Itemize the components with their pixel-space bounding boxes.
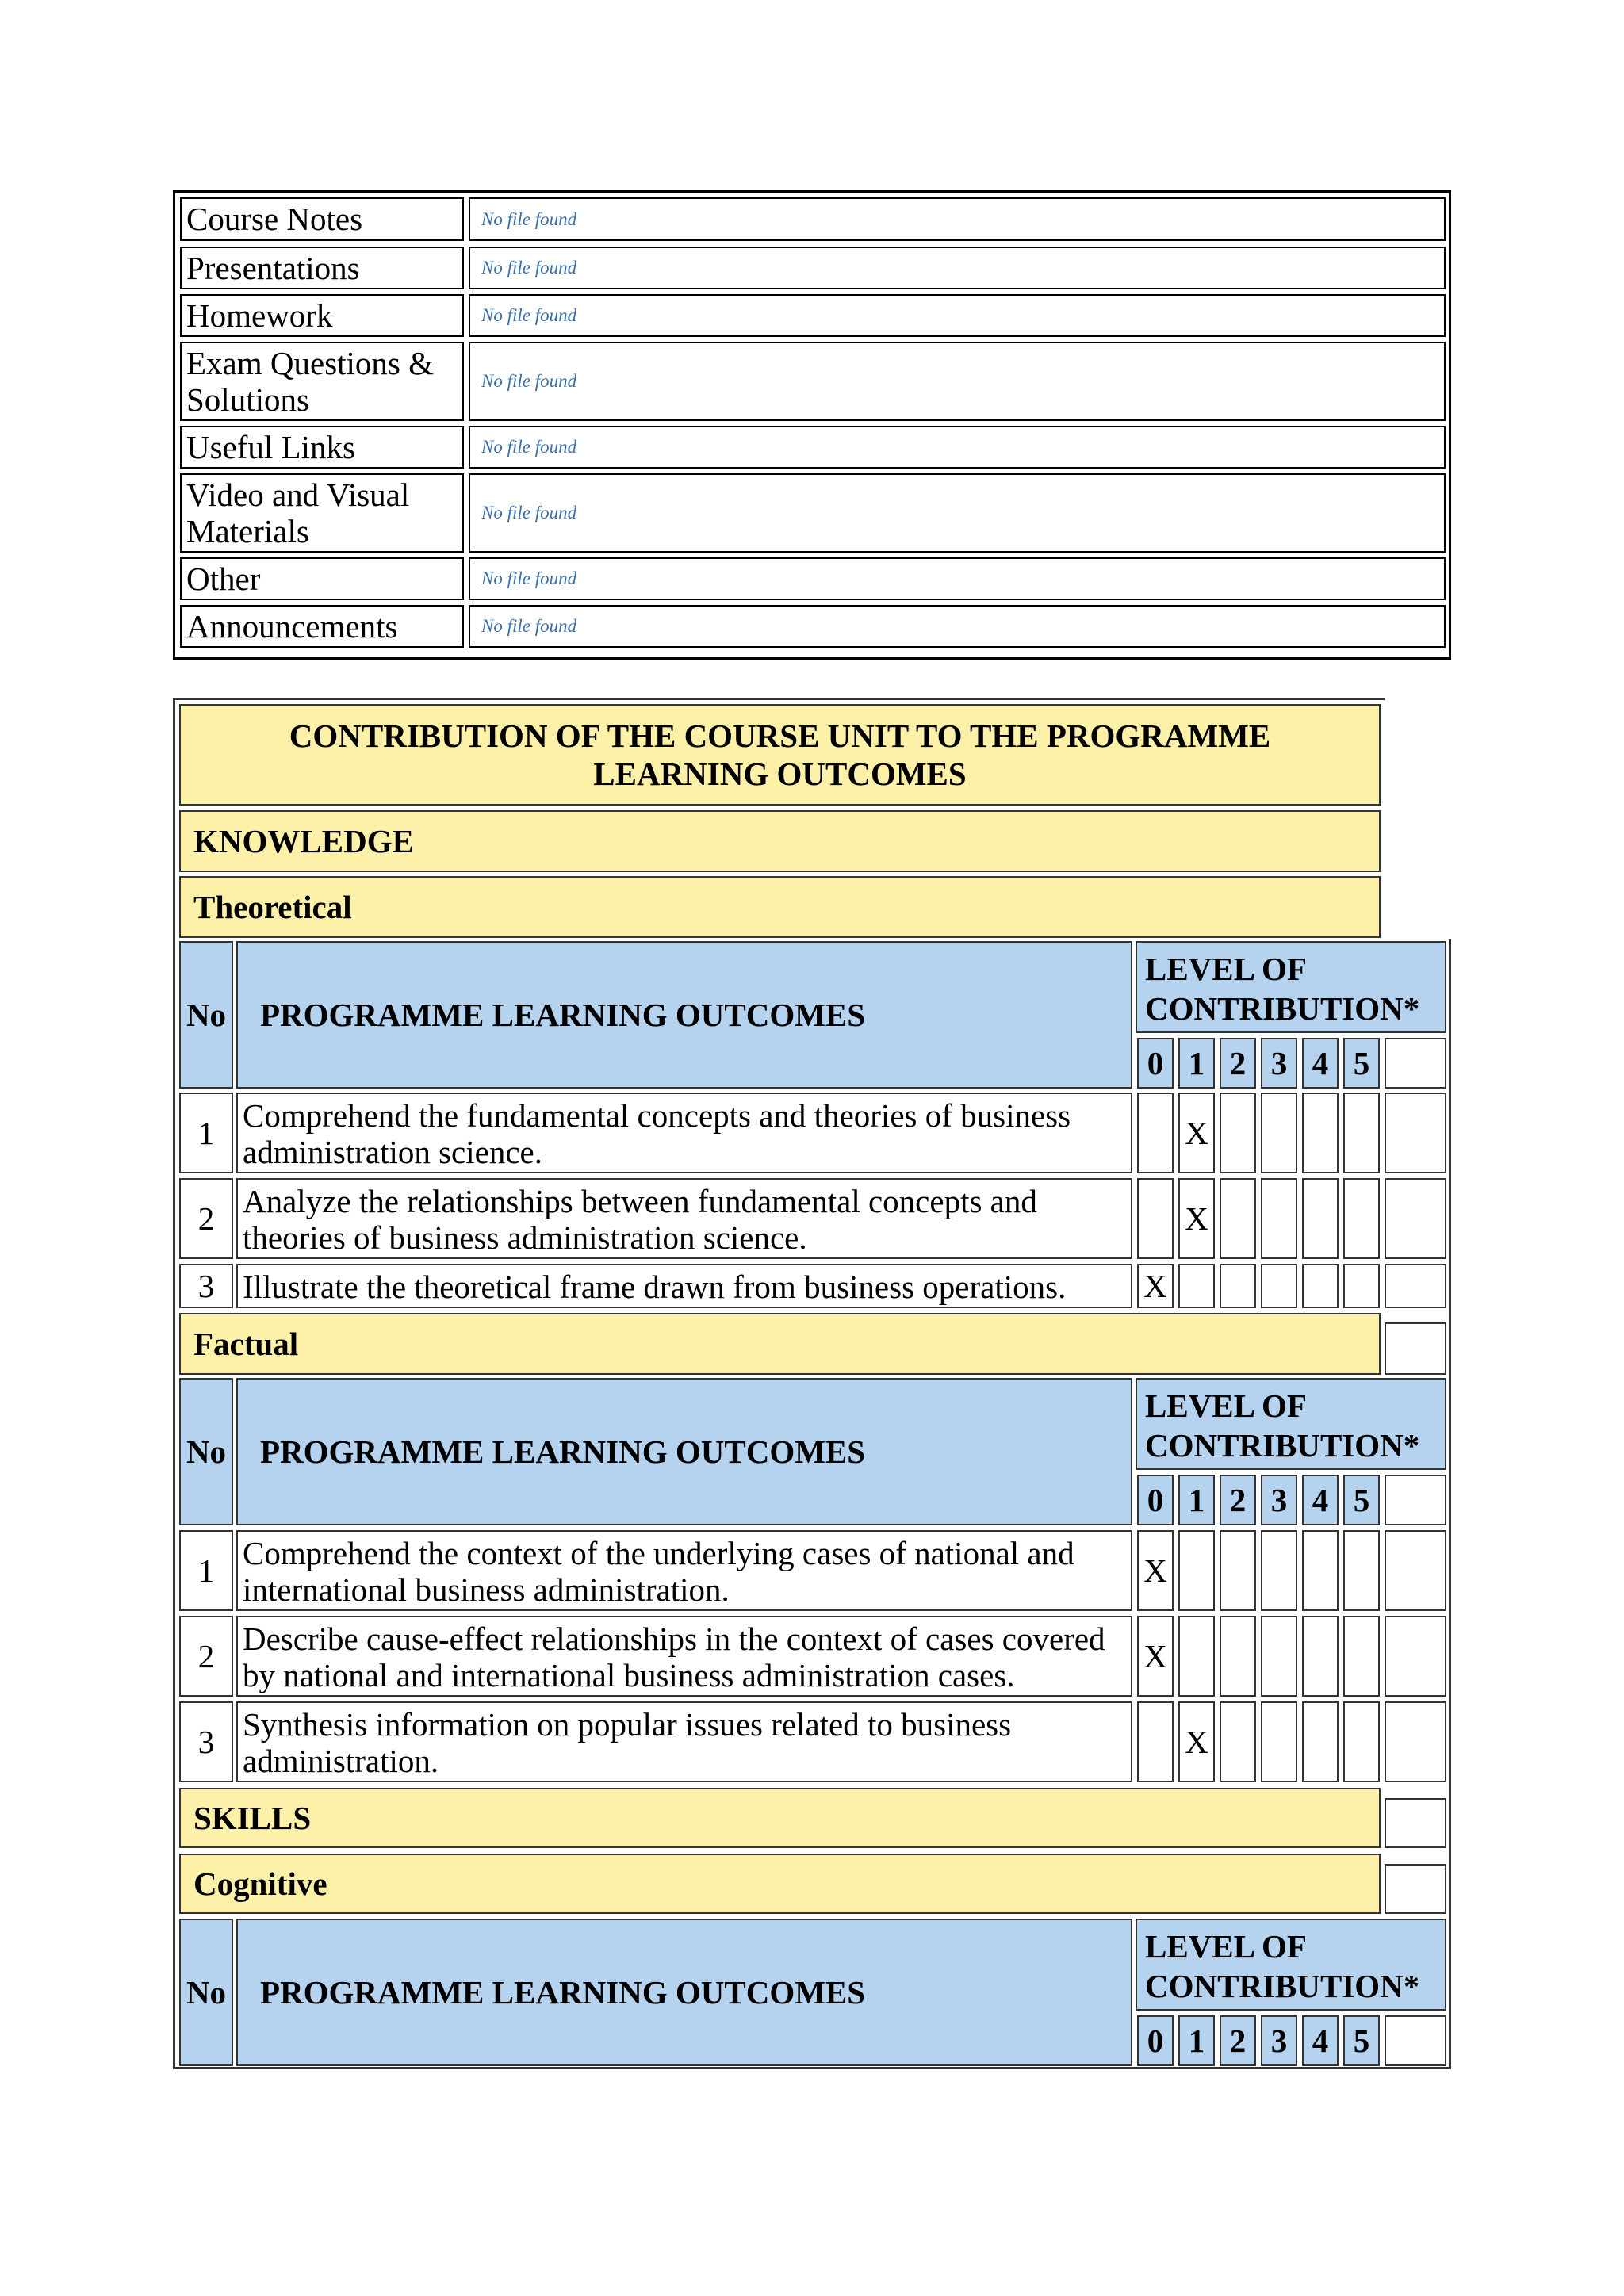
outcomes-column-header (236, 1378, 1132, 1525)
level-of-contribution-header-text: LEVEL OF CONTRIBUTION* (1145, 1387, 1420, 1464)
level-header-number: 3 (1270, 1482, 1288, 1518)
outcome-number: 3 (197, 1724, 215, 1760)
resource-label-text: Video and Visual Materials (186, 476, 410, 549)
empty-cell (1385, 1798, 1446, 1848)
outcome-text-cell (236, 1616, 1132, 1697)
outcome-number-cell (179, 1264, 233, 1308)
resource-label-text: Presentations (186, 250, 360, 286)
level-cell (1178, 1701, 1215, 1782)
level-mark: X (1185, 1724, 1208, 1760)
level-header-cell (1302, 2015, 1339, 2066)
level-cell (1302, 1178, 1339, 1259)
level-cell (1137, 1701, 1174, 1782)
factual-heading (179, 1313, 1381, 1375)
outcome-text: Describe cause-effect relationships in the context of cases covered by national and international business administration cases. (243, 1621, 1105, 1693)
no-column-header-text: No (186, 1974, 227, 2011)
no-column-header (179, 1378, 233, 1525)
empty-cell (1385, 1701, 1446, 1782)
no-column-header (179, 941, 233, 1089)
level-cell (1261, 1530, 1297, 1611)
level-cell (1343, 1701, 1380, 1782)
level-cell (1220, 1701, 1256, 1782)
outcome-text: Synthesis information on popular issues related to business administration. (243, 1706, 1012, 1779)
level-of-contribution-header (1136, 1919, 1446, 2011)
outcome-text: Comprehend the context of the underlying cases of national and international business administration. (243, 1535, 1074, 1608)
resource-label (180, 605, 464, 648)
resource-label (180, 294, 464, 337)
outcome-text-cell (236, 1093, 1132, 1173)
outcome-number: 1 (197, 1552, 215, 1589)
level-cell (1178, 1178, 1215, 1259)
level-header-cell (1137, 1475, 1174, 1525)
resource-row (180, 342, 1446, 421)
no-column-header-text: No (186, 1433, 227, 1470)
outcome-number-cell (179, 1093, 233, 1173)
level-header-cell (1261, 1038, 1297, 1089)
cognitive-heading-text: Cognitive (193, 1866, 327, 1902)
resource-file-status-text: No file found (481, 437, 577, 457)
outcome-text: Illustrate the theoretical frame drawn from business operations. (243, 1269, 1067, 1305)
resource-label-text: Other (186, 561, 261, 597)
level-cell (1302, 1701, 1339, 1782)
resource-file-status-text: No file found (481, 371, 577, 391)
level-header-number: 2 (1229, 1045, 1247, 1081)
level-cell (1261, 1093, 1297, 1173)
resource-row (180, 426, 1446, 469)
level-mark: X (1185, 1115, 1208, 1151)
level-header-number: 1 (1188, 1482, 1205, 1518)
level-header-cell (1302, 1475, 1339, 1525)
resource-row (180, 294, 1446, 337)
level-cell (1261, 1616, 1297, 1697)
level-header-number: 3 (1270, 1045, 1288, 1081)
level-header-number: 1 (1188, 2022, 1205, 2059)
resource-file-status-text: No file found (481, 258, 577, 277)
level-header-number: 4 (1312, 2022, 1329, 2059)
level-header-cell (1343, 2015, 1380, 2066)
level-cell (1302, 1093, 1339, 1173)
outcome-number: 2 (197, 1200, 215, 1237)
outcome-number: 3 (197, 1268, 215, 1304)
level-header-number: 4 (1312, 1045, 1329, 1081)
level-header-number: 0 (1147, 2022, 1164, 2059)
contribution-title-text: CONTRIBUTION OF THE COURSE UNIT TO THE PROGRAMME LEARNING OUTCOMES (289, 718, 1271, 792)
level-of-contribution-header-text: LEVEL OF CONTRIBUTION* (1145, 1928, 1420, 2004)
level-header-cell (1343, 1038, 1380, 1089)
resource-row (180, 247, 1446, 289)
level-header-number: 5 (1353, 2022, 1370, 2059)
outcome-text: Analyze the relationships between fundamental concepts and theories of business administration science. (243, 1183, 1037, 1256)
level-of-contribution-header (1136, 941, 1446, 1033)
outcomes-column-header-text: PROGRAMME LEARNING OUTCOMES (260, 997, 866, 1033)
outcome-number-cell (179, 1616, 233, 1697)
level-header-number: 0 (1147, 1482, 1164, 1518)
resource-label-text: Useful Links (186, 429, 355, 465)
resource-file-status-text: No file found (481, 305, 577, 325)
level-cell (1137, 1178, 1174, 1259)
level-header-number: 4 (1312, 1482, 1329, 1518)
level-header-cell (1343, 1475, 1380, 1525)
level-cell (1178, 1616, 1215, 1697)
outcome-text-cell (236, 1264, 1132, 1308)
no-column-header (179, 1919, 233, 2066)
level-cell (1137, 1093, 1174, 1173)
level-cell (1178, 1093, 1215, 1173)
level-cell (1302, 1264, 1339, 1308)
cognitive-heading (179, 1854, 1381, 1914)
level-header-cell (1261, 2015, 1297, 2066)
level-cell (1220, 1264, 1256, 1308)
outcome-text-cell (236, 1701, 1132, 1782)
level-header-cell (1220, 1038, 1256, 1089)
level-cell (1178, 1530, 1215, 1611)
level-cell (1178, 1264, 1215, 1308)
resource-file-status (469, 197, 1446, 241)
level-header-number: 2 (1229, 1482, 1247, 1518)
no-column-header-text: No (186, 997, 227, 1033)
level-cell (1302, 1530, 1339, 1611)
skills-heading-text: SKILLS (193, 1800, 312, 1836)
resources-table (173, 190, 1451, 660)
level-header-cell (1220, 1475, 1256, 1525)
empty-cell (1385, 2015, 1446, 2066)
outcome-number: 2 (197, 1638, 215, 1674)
resource-label (180, 342, 464, 421)
level-cell (1302, 1616, 1339, 1697)
resource-row (180, 557, 1446, 600)
resource-label (180, 557, 464, 600)
empty-cell (1385, 1864, 1446, 1914)
outcome-text: Comprehend the fundamental concepts and theories of business administration science. (243, 1097, 1071, 1170)
level-header-number: 2 (1229, 2022, 1247, 2059)
level-of-contribution-header (1136, 1378, 1446, 1470)
level-mark: X (1185, 1200, 1208, 1237)
level-cell (1343, 1264, 1380, 1308)
level-header-cell (1178, 1038, 1215, 1089)
level-header-cell (1302, 1038, 1339, 1089)
level-cell (1261, 1264, 1297, 1308)
resource-file-status-text: No file found (481, 209, 577, 229)
level-header-cell (1178, 1475, 1215, 1525)
empty-cell (1385, 1264, 1446, 1308)
level-header-cell (1220, 2015, 1256, 2066)
level-header-number: 3 (1270, 2022, 1288, 2059)
theoretical-heading (179, 876, 1381, 938)
theoretical-heading-text: Theoretical (193, 889, 352, 925)
level-header-number: 5 (1353, 1045, 1370, 1081)
empty-cell (1385, 1038, 1446, 1089)
resource-label (180, 473, 464, 553)
skills-heading (179, 1788, 1381, 1848)
empty-cell (1385, 1322, 1446, 1375)
resource-file-status (469, 557, 1446, 600)
level-header-cell (1178, 2015, 1215, 2066)
resource-row (180, 473, 1446, 553)
resource-label-text: Announcements (186, 608, 398, 645)
outcome-number-cell (179, 1701, 233, 1782)
outcomes-column-header-text: PROGRAMME LEARNING OUTCOMES (260, 1433, 866, 1470)
outcome-text-cell (236, 1530, 1132, 1611)
level-mark: X (1143, 1268, 1167, 1304)
level-cell (1220, 1178, 1256, 1259)
knowledge-heading-text: KNOWLEDGE (193, 823, 414, 859)
level-mark: X (1143, 1638, 1167, 1674)
resource-label (180, 247, 464, 289)
level-mark: X (1143, 1552, 1167, 1589)
level-cell (1137, 1530, 1174, 1611)
resource-label (180, 197, 464, 241)
outcomes-column-header (236, 1919, 1132, 2066)
resource-file-status-text: No file found (481, 616, 577, 636)
resource-row (180, 605, 1446, 648)
outcome-number-cell (179, 1530, 233, 1611)
resource-file-status (469, 426, 1446, 469)
level-header-number: 1 (1188, 1045, 1205, 1081)
level-cell (1343, 1093, 1380, 1173)
empty-cell (1385, 1530, 1446, 1611)
resource-file-status (469, 294, 1446, 337)
level-cell (1220, 1093, 1256, 1173)
level-cell (1343, 1530, 1380, 1611)
level-cell (1343, 1178, 1380, 1259)
resource-file-status-text: No file found (481, 503, 577, 522)
level-cell (1343, 1616, 1380, 1697)
knowledge-heading (179, 810, 1381, 872)
level-header-number: 0 (1147, 1045, 1164, 1081)
resource-file-status (469, 605, 1446, 648)
resource-row (180, 197, 1446, 241)
level-cell (1137, 1264, 1174, 1308)
empty-cell (1385, 1178, 1446, 1259)
resource-label-text: Homework (186, 297, 333, 334)
factual-heading-text: Factual (193, 1326, 299, 1362)
contribution-title (179, 704, 1381, 806)
empty-cell (1385, 1616, 1446, 1697)
level-cell (1220, 1530, 1256, 1611)
level-of-contribution-header-text: LEVEL OF CONTRIBUTION* (1145, 951, 1420, 1027)
level-cell (1220, 1616, 1256, 1697)
resource-label-text: Course Notes (186, 201, 363, 237)
level-cell (1261, 1178, 1297, 1259)
level-header-cell (1137, 2015, 1174, 2066)
level-header-cell (1261, 1475, 1297, 1525)
resource-file-status (469, 342, 1446, 421)
level-cell (1137, 1616, 1174, 1697)
outcomes-column-header-text: PROGRAMME LEARNING OUTCOMES (260, 1974, 866, 2011)
outcome-number: 1 (197, 1115, 215, 1151)
level-header-cell (1137, 1038, 1174, 1089)
level-cell (1261, 1701, 1297, 1782)
level-header-number: 5 (1353, 1482, 1370, 1518)
resource-file-status (469, 247, 1446, 289)
empty-cell (1385, 1093, 1446, 1173)
resource-label (180, 426, 464, 469)
outcomes-column-header (236, 941, 1132, 1089)
resource-file-status (469, 473, 1446, 553)
resource-file-status-text: No file found (481, 568, 577, 588)
empty-cell (1385, 1475, 1446, 1525)
outcome-text-cell (236, 1178, 1132, 1259)
resource-label-text: Exam Questions & Solutions (186, 345, 435, 418)
outcome-number-cell (179, 1178, 233, 1259)
